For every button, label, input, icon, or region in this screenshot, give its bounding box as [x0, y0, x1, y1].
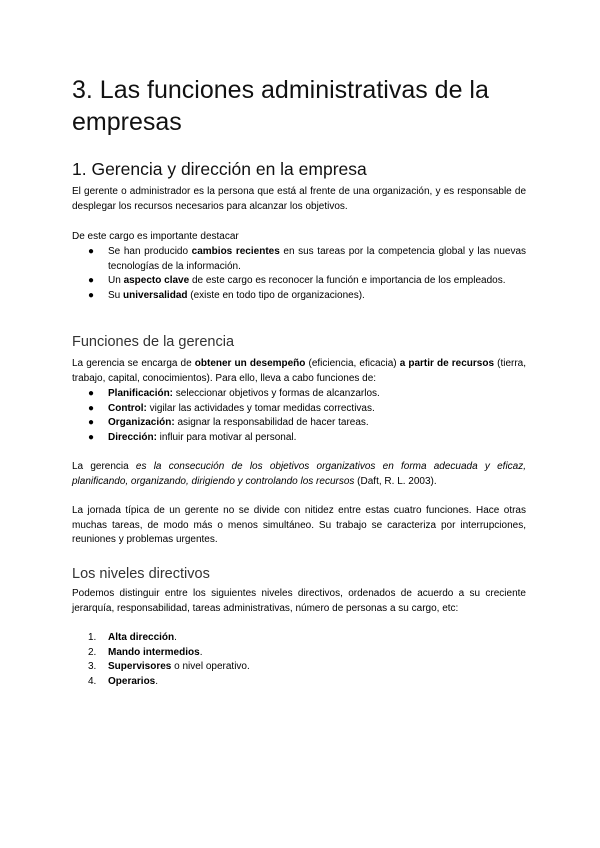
bullet-text-post: (existe en todo tipo de organizaciones). [187, 290, 365, 302]
list-item [72, 660, 526, 675]
level-suffix: . [155, 676, 159, 688]
list-item [72, 289, 526, 304]
levels-list [72, 631, 526, 690]
list-number: 4. [88, 676, 97, 688]
section-heading-funciones: Funciones de la gerencia [72, 334, 235, 350]
level-name: Supervisores [108, 661, 172, 673]
bullet-text-pre: Su [108, 290, 124, 302]
list-item [72, 402, 526, 417]
list-item [72, 274, 526, 289]
text-run: (tierra, trabajo, capital, conocimientos). Para ello, lleva a cabo funciones de: [72, 358, 527, 384]
function-description: seleccionar objetivos y formas de alcanzarlos. [173, 388, 380, 399]
function-name: Dirección: [108, 432, 157, 444]
list-item [72, 646, 526, 661]
function-name: Planificación: [108, 388, 174, 399]
jornada-paragraph: La jornada típica de un gerente no se divide con nitidez entre estas cuatro funciones. Hace otras muchas tareas, de modo más o menos simultáneo. Su trabajo se caracteriza por interrupciones, reuniones y problemas urgentes. [72, 505, 526, 546]
bullet-text-bold: aspecto clave [123, 275, 190, 287]
function-name: Organización: [108, 417, 175, 429]
bullet-text-post: de este cargo es reconocer la función e importancia de los empleados. [189, 275, 506, 287]
level-name: Mando intermedios [108, 646, 200, 658]
intro-paragraph: El gerente o administrador es la persona que está al frente de una organización, y es responsable de desplegar los recursos necesarios para alcanzar los objetivos. [72, 186, 526, 212]
bullet-text-pre: Se han producido [108, 246, 192, 257]
text-run: (Daft, R. L. 2003). [354, 475, 437, 487]
list-item [72, 245, 526, 274]
text-run: La gerencia se encarga de [72, 358, 195, 369]
list-item [72, 631, 526, 646]
bullet-icon: ● [88, 275, 95, 287]
bullet-icon: ● [88, 246, 95, 257]
section-heading-gerencia: 1. Gerencia y dirección en la empresa [72, 159, 367, 179]
funciones-paragraph [72, 357, 526, 386]
level-name: Alta dirección [108, 632, 175, 643]
definition-quote [72, 460, 526, 489]
section-heading-niveles: Los niveles directivos [72, 566, 210, 582]
bullet-text-post: en sus tareas por la competencia global y las nuevas tecnologías de la información. [108, 246, 527, 272]
text-run: (eficiencia, eficacia) [305, 358, 400, 369]
highlights-list [72, 245, 526, 304]
bullet-text-bold: cambios recientes [191, 246, 280, 257]
function-description: asignar la responsabilidad de hacer tareas. [174, 417, 369, 429]
bullet-text-bold: universalidad [123, 290, 188, 302]
list-item [72, 675, 526, 690]
bullet-text-pre: Un [108, 275, 124, 287]
bullet-icon: ● [88, 290, 95, 302]
functions-list [72, 387, 526, 446]
function-description: vigilar las actividades y tomar medidas correctivas. [146, 402, 375, 414]
list-number: 2. [88, 646, 97, 658]
text-run: La gerencia [72, 461, 136, 472]
list-number: 3. [88, 661, 97, 673]
level-suffix: . [174, 632, 177, 643]
function-name: Control: [108, 402, 147, 414]
page-title: 3. Las funciones administrativas de la empresas [72, 76, 489, 136]
text-run-bold: a partir de recursos [399, 358, 495, 369]
niveles-paragraph: Podemos distinguir entre los siguientes niveles directivos, ordenados de acuerdo a su creciente jerarquía, responsabilidad, tareas administrativas, número de personas a su cargo, etc: [72, 588, 526, 614]
bullet-icon: ● [88, 402, 95, 414]
function-description: influir para motivar al personal. [156, 432, 297, 444]
level-suffix: o nivel operativo. [171, 661, 250, 673]
list-item [72, 387, 526, 402]
list-item [72, 416, 526, 431]
list-item [72, 431, 526, 446]
bullet-icon: ● [88, 388, 95, 399]
level-suffix: . [199, 646, 203, 658]
bullet-icon: ● [88, 417, 95, 429]
text-run-bold: obtener un desempeño [194, 358, 306, 369]
text-run-italic: es la consecución de los objetivos organizativos en forma adecuada y eficaz, planificando, organizando, dirigiendo y controlando los recursos [72, 461, 527, 487]
bullet-icon: ● [88, 432, 95, 444]
level-name: Operarios [108, 676, 156, 688]
lead-paragraph: De este cargo es importante destacar [72, 231, 239, 242]
list-number: 1. [88, 632, 97, 643]
